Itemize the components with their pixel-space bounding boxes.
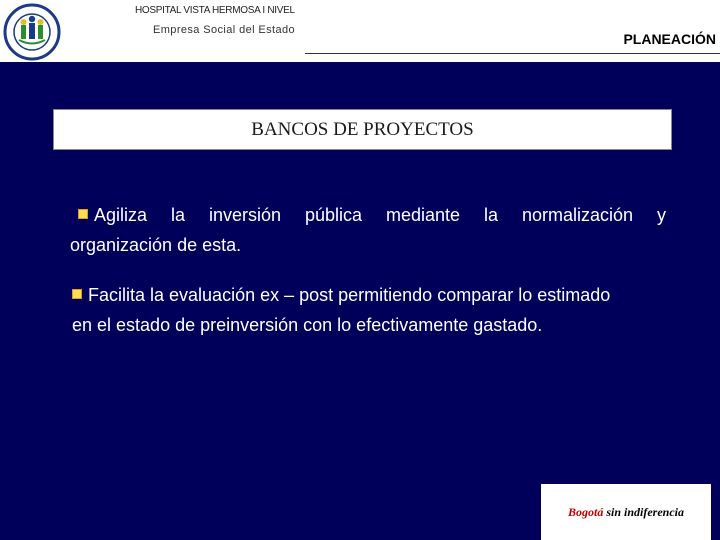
bullet-item (72, 200, 666, 260)
title-box (53, 109, 672, 150)
bogota-logo-word: Bogotá (567, 504, 604, 519)
page-title: BANCOS DE PROYECTOS (251, 118, 474, 140)
bullet-text: Agiliza la inversión pública mediante la normalización y (94, 205, 666, 225)
bullet-text: organización de esta. (70, 235, 242, 255)
hospital-subtitle: Empresa Social del Estado (153, 24, 296, 36)
bullet-text: Facilita la evaluación ex – post permitiendo comparar lo estimado (88, 285, 611, 305)
bogota-logo-icon (541, 484, 711, 540)
bullet-line (72, 280, 666, 310)
bullet-square-icon (72, 289, 82, 299)
section-title: PLANEACIÓN (623, 31, 716, 47)
bogota-logo-text (568, 505, 684, 520)
bullet-line (72, 310, 666, 340)
hospital-name: HOSPITAL VISTA HERMOSA I NIVEL (135, 5, 295, 16)
bogota-logo-slogan: sin indiferencia (606, 504, 684, 519)
bullet-text: en el estado de preinversión con lo efectivamente gastado. (72, 315, 543, 335)
bullet-line (70, 230, 666, 260)
bullet-item (72, 280, 666, 340)
hospital-logo-icon (3, 3, 61, 61)
bullet-square-icon (78, 209, 88, 219)
bullet-line (72, 200, 666, 230)
